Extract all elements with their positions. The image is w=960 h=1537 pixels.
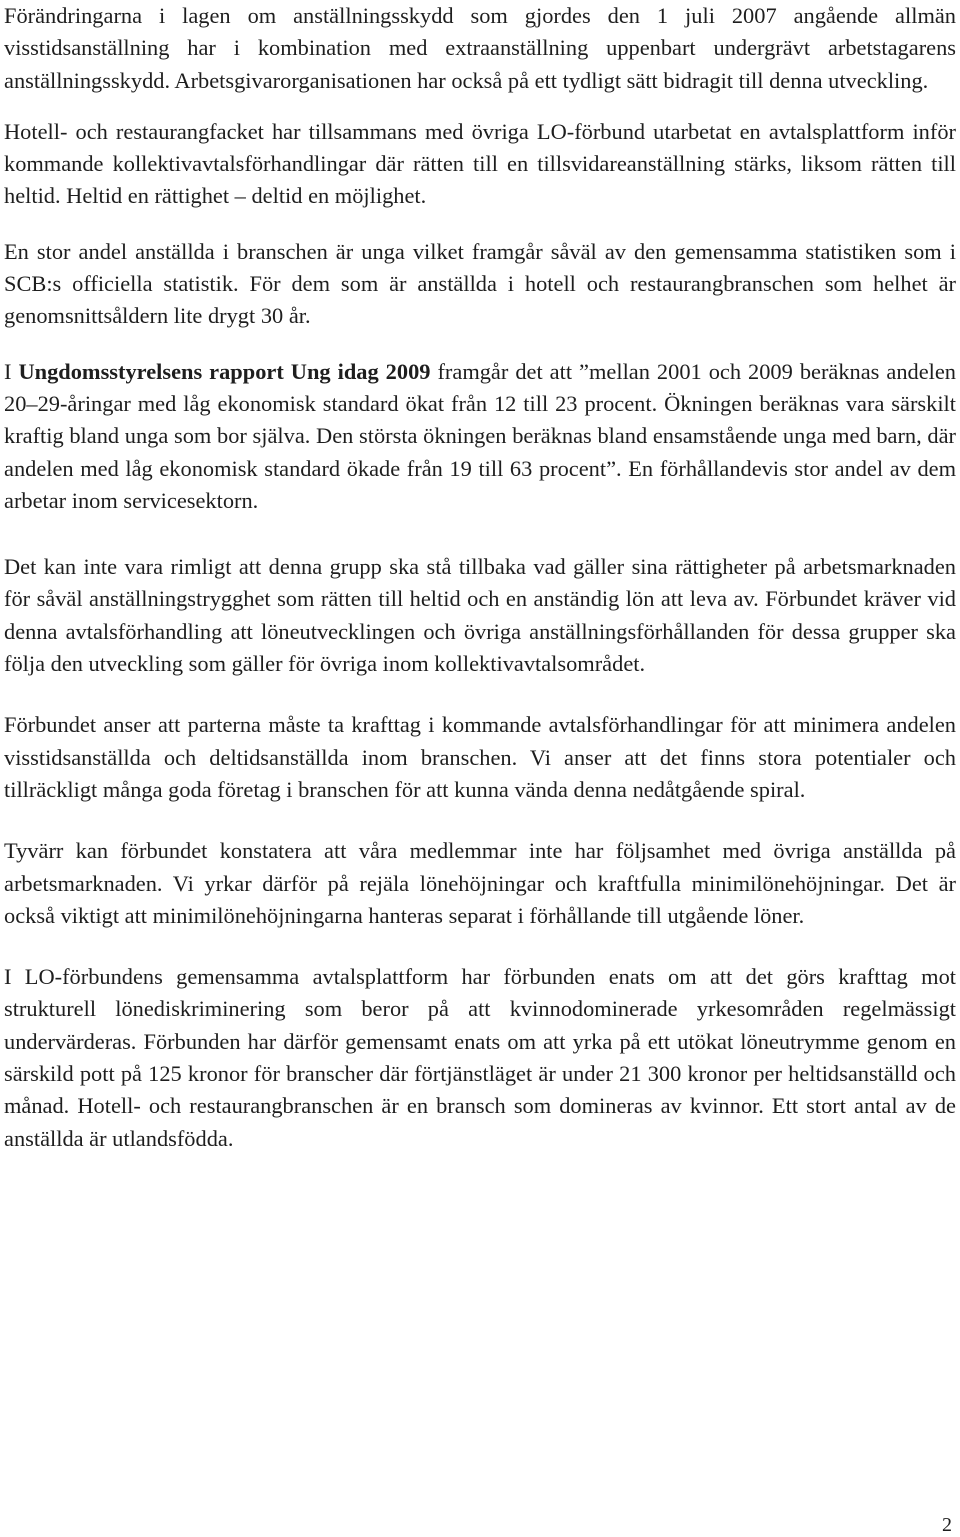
- report-quote-text: framgår det att ”mellan 2001 och 2009 beräknas andelen 20–29-åringar med låg ekonomisk standard ökat från 12 till 23 procent. Ökningen beräknas vara särskilt kraftig bland unga som bor själva. Den största ökningen beräknas bland ensamstående unga med barn, där andelen med låg ekonomisk standard ökade från 19 till 63 procent”. En förhållandevis stor andel av dem arbetar inom servicesektorn.: [4, 358, 957, 513]
- paragraph-rights-demand: Det kan inte vara rimligt att denna grupp ska stå tillbaka vad gäller sina rättigheter på arbetsmarknaden för såväl anställningstrygghet som rätten till heltid och en anständig lön att leva av. Förbundet kräver vid denna avtalsförhandling att löneutvecklingen och övriga anställningsförhållanden för dessa grupper ska följa den utveckling som gäller för övriga inom kollektivavtalsområdet.: [4, 554, 956, 677]
- paragraph-wage-discrimination: I LO-förbundens gemensamma avtalsplattform har förbunden enats om att det görs krafttag mot strukturell lönediskriminering som beror på att kvinnodominerade yrkesområden regelmässigt undervärderas. Förbunden har därför gemensamt enats om att yrka på ett utökat löneutrymme genom en särskild pott på 125 kronor för branscher där förtjänstläget är under 21 300 kronor per heltidsanställd och månad. Hotell- och restaurangbranschen är en bransch som domineras av kvinnor. Ett stort antal av de anställda är utlandsfödda.: [4, 964, 956, 1151]
- paragraph-ungdomsstyrelsen-report: [4, 356, 956, 517]
- page-number: 2: [942, 1514, 952, 1536]
- paragraph-las-changes: Förändringarna i lagen om anställningsskydd som gjordes den 1 juli 2007 angående allmän visstidsanställning har i kombination med extraanställning uppenbart undergrävt arbetstagarens anställningsskydd. Arbetsgivarorganisationen har också på ett tydligt sätt bidragit till denna utveckling.: [4, 3, 956, 93]
- paragraph-parties-krafttag: Förbundet anser att parterna måste ta krafttag i kommande avtalsförhandlingar för att minimera andelen visstidsanställda och deltidsanställda inom branschen. Vi anser att det finns stora potentialer och tillräckligt många goda företag i branschen för att kunna vända denna nedåtgående spiral.: [4, 712, 956, 802]
- paragraph-wage-increases: Tyvärr kan förbundet konstatera att våra medlemmar inte har följsamhet med övriga anställda på arbetsmarknaden. Vi yrkar därför på rejäla lönehöjningar och kraftfulla minimilönehöjningar. Det är också viktigt att minimilönehöjningarna hanteras separat i förhållande till utgående löner.: [4, 838, 956, 928]
- paragraph-young-employees: En stor andel anställda i branschen är unga vilket framgår såväl av den gemensamma statistiken som i SCB:s officiella statistik. För dem som är anställda i hotell och restaurangbranschen som helhet är genomsnittsåldern lite drygt 30 år.: [4, 238, 956, 329]
- report-intro-text: I: [4, 358, 19, 384]
- paragraph-avtalsplattform: Hotell- och restaurangfacket har tillsammans med övriga LO-förbund utarbetat en avtalsplattform inför kommande kollektivavtalsförhandlingar där rätten till en tillsvidareanställning stärks, liksom rätten till heltid. Heltid en rättighet – deltid en möjlighet.: [4, 118, 956, 209]
- document-page: [4, 0, 956, 1155]
- report-title: Ungdomsstyrelsens rapport Ung idag 2009: [18, 358, 431, 384]
